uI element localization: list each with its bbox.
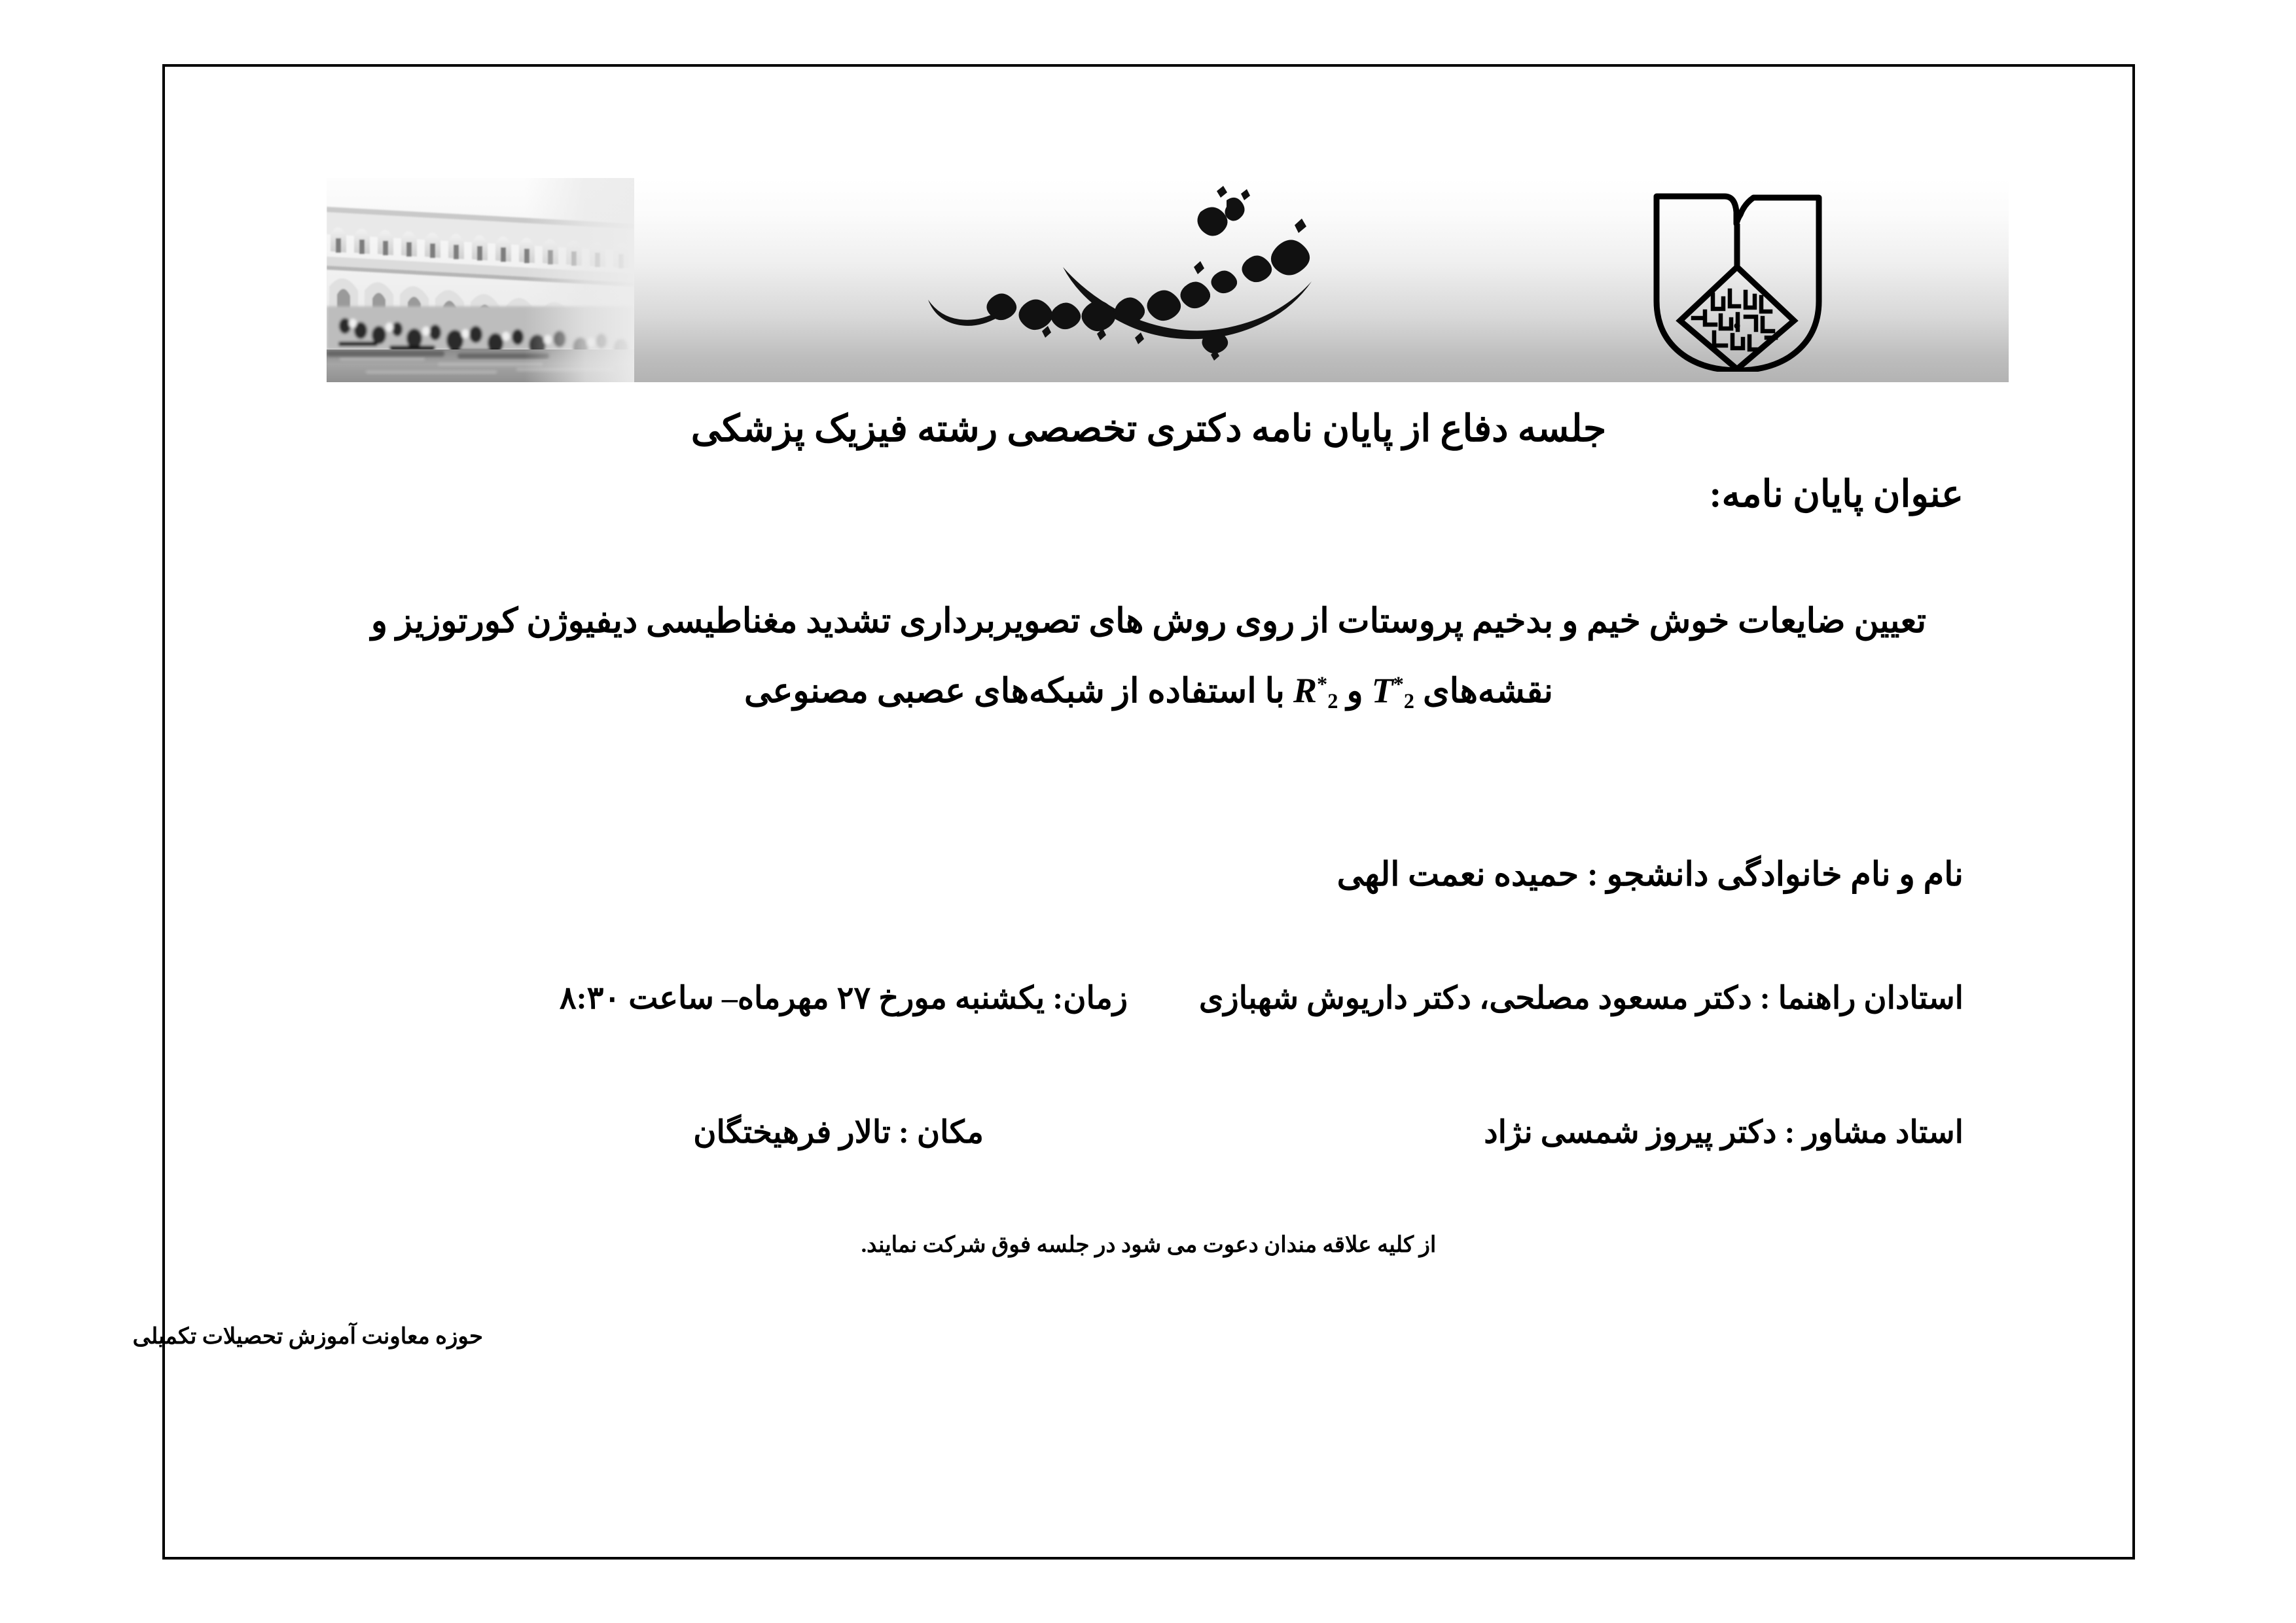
thesis-title-line1: تعیین ضایعات خوش خیم و بدخیم پروستات از روی روش های تصویربرداری تشدید مغناطیسی دیفیوژن کورتوزیز و <box>370 603 1927 640</box>
faculty-calligraphy <box>919 183 1377 380</box>
supervisors-row: استادان راهنما : دکتر مسعود مصلحی، دکتر داریوش شهبازی <box>1198 981 1964 1016</box>
math-t-base: T <box>1371 670 1393 710</box>
issuing-office: حوزه معاونت آموزش تحصیلات تکمیلی <box>132 1325 483 1349</box>
header-banner <box>327 178 2009 382</box>
math-r-base: R <box>1293 670 1318 710</box>
math-r-superscript: * <box>1317 673 1328 696</box>
page-title: جلسه دفاع از پایان نامه دکتری تخصصی رشته فیزیک پزشکی <box>691 408 1607 450</box>
university-shield-logo <box>1650 190 1825 372</box>
thesis-title-line2-before: نقشه‌های <box>1422 672 1553 710</box>
datetime-row: زمان: یکشنبه مورخ ۲۷ مهرماه– ساعت ۸:۳۰ <box>559 981 1128 1016</box>
thesis-title-text <box>243 590 2054 733</box>
invitation-text: از کلیه علاقه مندان دعوت می شود در جلسه فوق شرکت نمایند. <box>861 1233 1437 1257</box>
thesis-title-conjunction: و <box>1346 672 1363 710</box>
venue-row: مکان : تالار فرهیختگان <box>693 1115 984 1150</box>
advisor-row: استاد مشاور : دکتر پیروز شمسی نژاد <box>1484 1115 1964 1150</box>
isfahan-bridge-photo <box>327 178 634 382</box>
math-symbol-t2star <box>1372 653 1414 733</box>
thesis-title-line2-after: با استفاده از شبکه‌های عصبی مصنوعی <box>744 672 1285 710</box>
math-symbol-r2star <box>1293 653 1338 733</box>
math-t-superscript: * <box>1393 673 1404 696</box>
thesis-title-label: عنوان پایان نامه: <box>1709 474 1964 515</box>
math-t-subscript: 2 <box>1403 689 1414 713</box>
announcement-page <box>132 64 2135 1560</box>
student-name-row: نام و نام خانوادگی دانشجو : حمیده نعمت الهی <box>1336 857 1964 893</box>
math-r-subscript: 2 <box>1327 689 1338 713</box>
